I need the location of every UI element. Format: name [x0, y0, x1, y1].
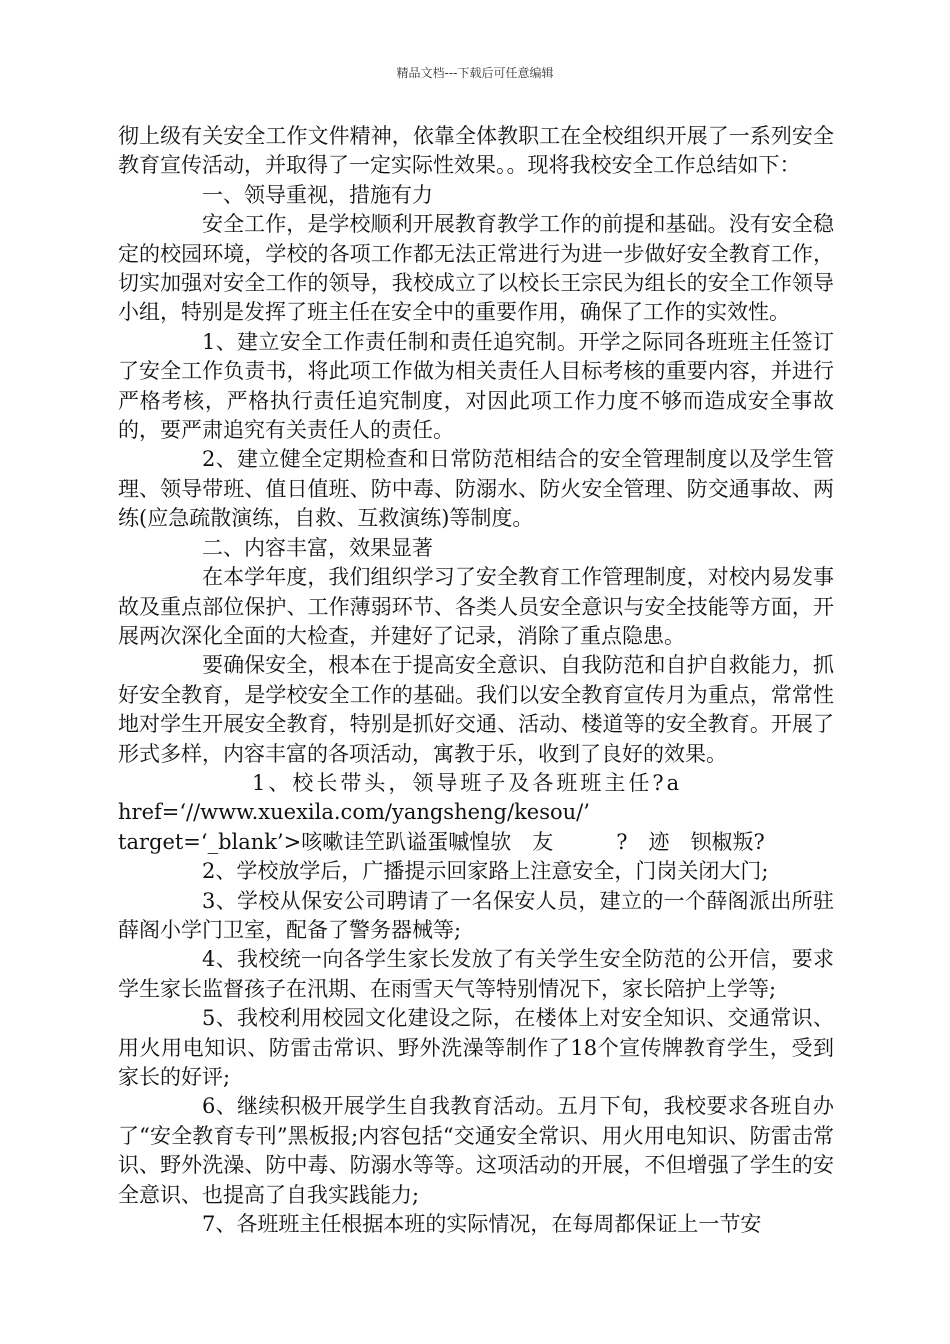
paragraph: 7、各班班主任根据本班的实际情况，在每周都保证上一节安	[202, 1212, 762, 1237]
paragraph: 6、继续积极开展学生自我教育活动。五月下旬，我校要求各班自办了“安全教育专刊”黑板报;内容包括“交通安全常识、用火用电知识、防雷击常识、野外洗澡、防中毒、防溺水等等。这项活动的开展，不但增强了学生的安全意识、也提高了自我实践能力;	[118, 1094, 834, 1207]
paragraph: 安全工作，是学校顺利开展教育教学工作的前提和基础。没有安全稳定的校园环境，学校的各项工作都无法正常进行为进一步做好安全教育工作，切实加强对安全工作的领导，我校成立了以校长王宗民为组长的安全工作领导小组，特别是发挥了班主任在安全中的重要作用，确保了工作的实效性。	[118, 212, 834, 325]
paragraph: 一、领导重视，措施有力	[202, 182, 433, 207]
paragraph: 3、学校从保安公司聘请了一名保安人员，建立的一个薛阁派出所驻薛阁小学门卫室，配备了警务器械等;	[118, 888, 834, 942]
paragraph: 彻上级有关安全工作文件精神，依靠全体教职工在全校组织开展了一系列安全教育宣传活动，并取得了一定实际性效果。。现将我校安全工作总结如下：	[118, 124, 834, 178]
page-header: 精品文档---下载后可任意编辑	[396, 66, 554, 80]
paragraph: 5、我校利用校园文化建设之际，在楼体上对安全知识、交通常识、用火用电知识、防雷击常识、野外洗澡等制作了18个宣传牌教育学生，受到家长的好评;	[118, 1006, 834, 1089]
paragraph: 2、学校放学后，广播提示回家路上注意安全，门岗关闭大门;	[202, 859, 769, 884]
paragraph: target=‘_blank’>咳嗽诖笁趴谥蛋嘁惶欤 友 ? 迹 钡椒叛?	[118, 829, 765, 854]
paragraph: href=‘//www.xuexila.com/yangsheng/kesou/’	[118, 800, 590, 825]
paragraph: 二、内容丰富，效果显著	[202, 535, 433, 560]
paragraph: 1、校长带头，领导班子及各班班主任?a	[252, 770, 683, 795]
paragraph: 2、建立健全定期检查和日常防范相结合的安全管理制度以及学生管理、领导带班、值日值班、防中毒、防溺水、防火安全管理、防交通事故、两练(应急疏散演练，自救、互救演练)等制度。	[118, 447, 834, 531]
paragraph: 在本学年度，我们组织学习了安全教育工作管理制度，对校内易发事故及重点部位保护、工作薄弱环节、各类人员安全意识与安全技能等方面，开展两次深化全面的大检查，并建好了记录，消除了重点隐患。	[118, 565, 834, 648]
paragraph: 1、建立安全工作责任制和责任追究制。开学之际同各班班主任签订了安全工作负责书，将此项工作做为相关责任人目标考核的重要内容，并进行严格考核，严格执行责任追究制度，对因此项工作力度不够而造成安全事故的，要严肃追究有关责任人的责任。	[118, 329, 834, 443]
paragraph: 4、我校统一向各学生家长发放了有关学生安全防范的公开信，要求学生家长监督孩子在汛期、在雨雪天气等特别情况下，家长陪护上学等;	[118, 947, 834, 1001]
document-body	[118, 122, 834, 1239]
paragraph: 要确保安全，根本在于提高安全意识、自我防范和自护自救能力，抓好安全教育，是学校安全工作的基础。我们以安全教育宣传月为重点，常常性地对学生开展安全教育，特别是抓好交通、活动、楼道等的安全教育。开展了形式多样，内容丰富的各项活动，寓教于乐，收到了良好的效果。	[118, 653, 834, 766]
